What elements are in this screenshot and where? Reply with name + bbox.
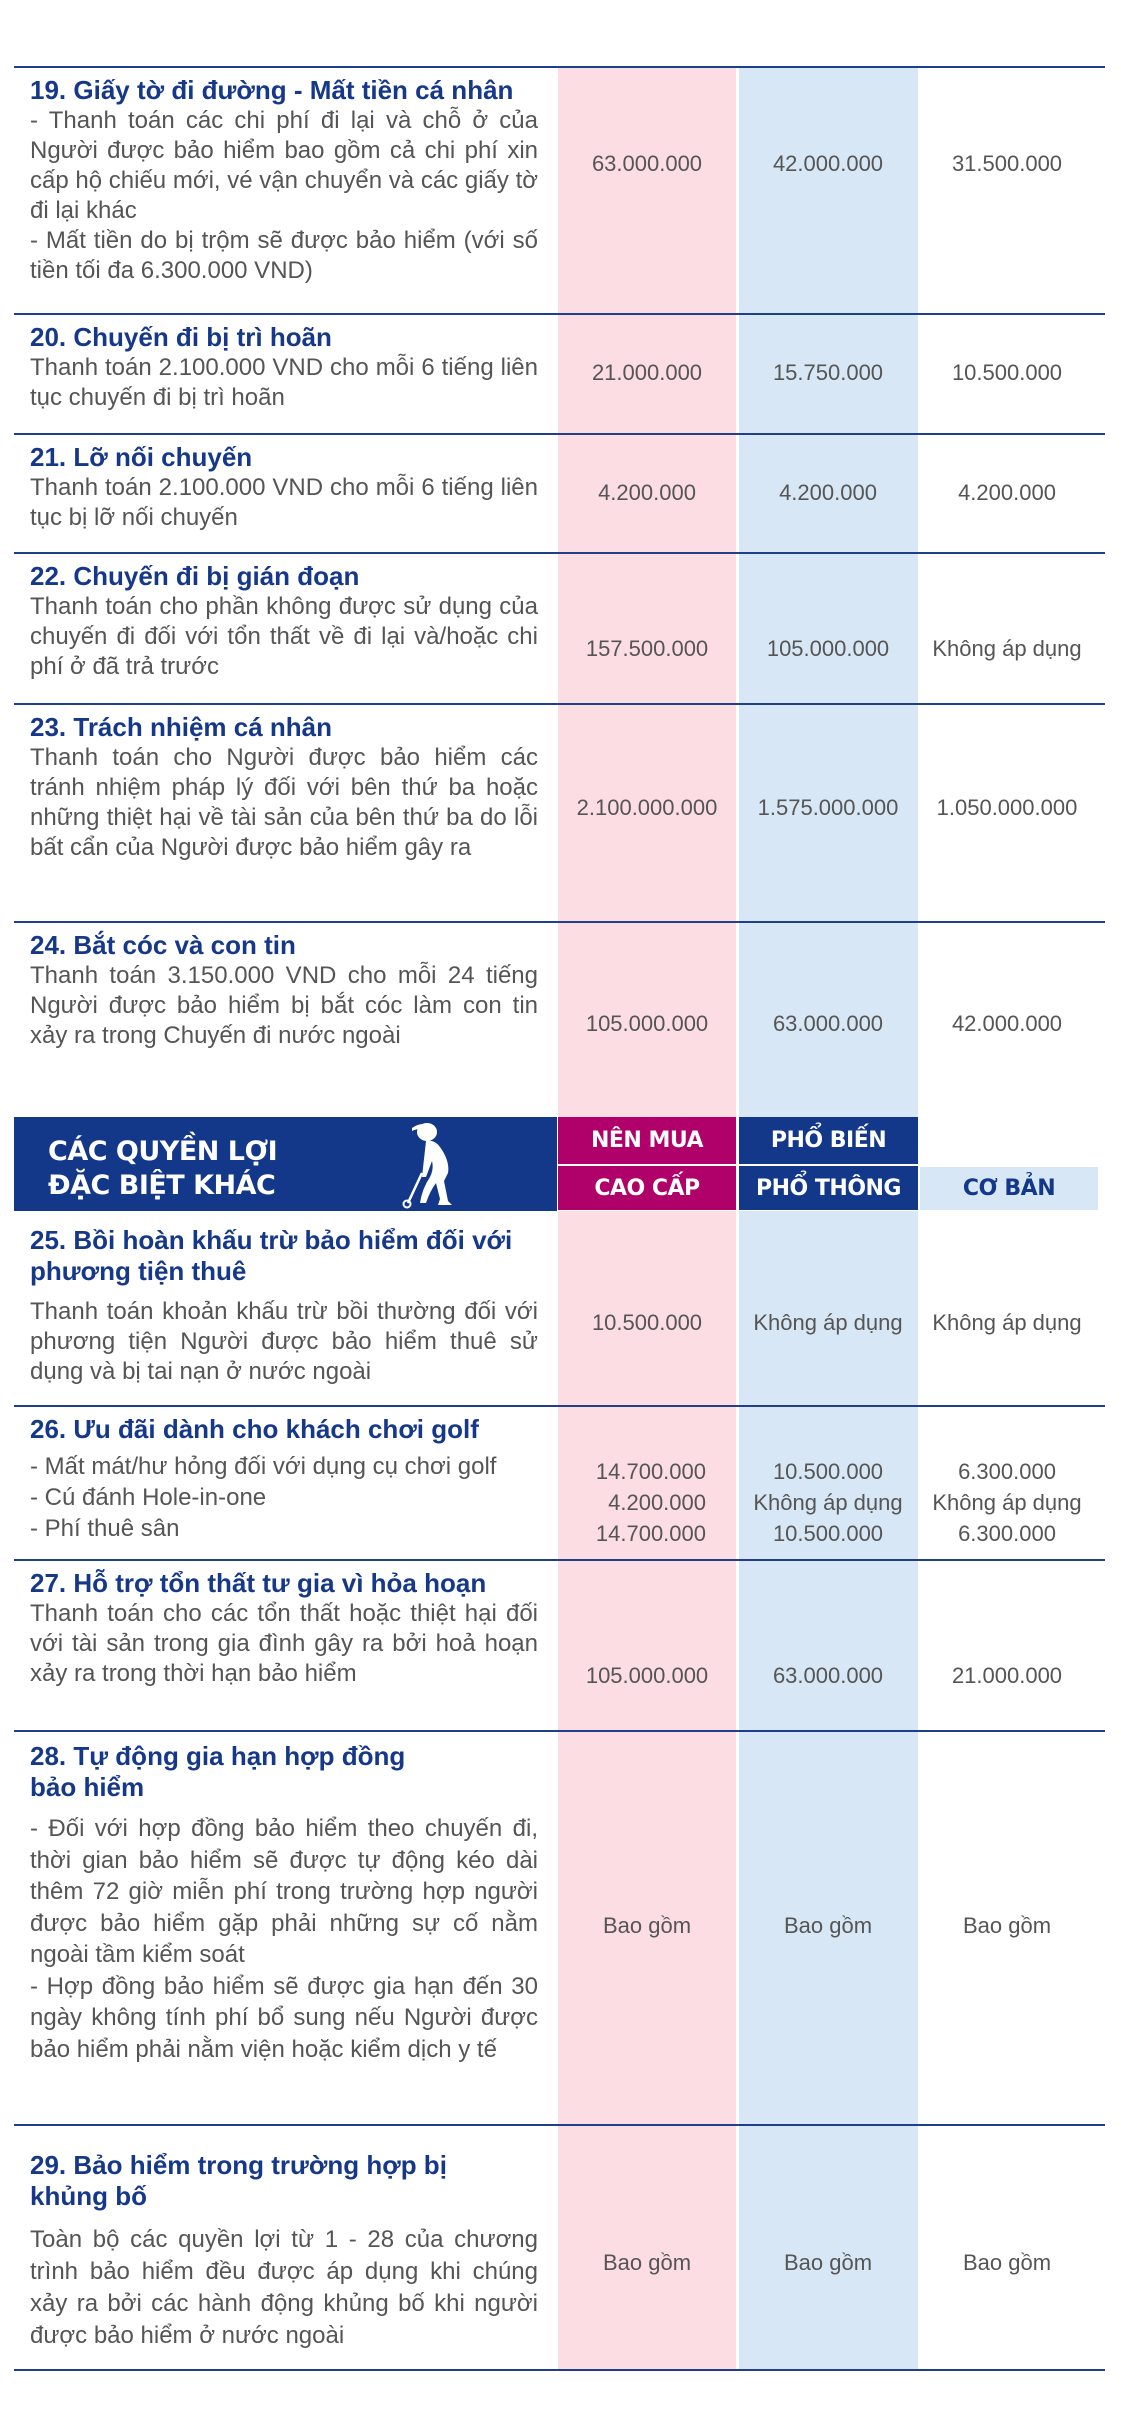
section-title-line2: ĐẶC BIỆT KHÁC	[48, 1170, 276, 1201]
golf-item-label: - Mất mát/hư hỏng đối với dụng cụ chơi golf	[30, 1453, 497, 1480]
value-co-ban: 4.200.000	[958, 480, 1056, 505]
tier-header-cao-cap: CAO CẤP	[558, 1166, 736, 1210]
value-co-ban: 21.000.000	[951, 1663, 1063, 1688]
value-pho-thong: 42.000.000	[772, 151, 884, 176]
value-co-ban: Không áp dụng	[932, 636, 1082, 661]
value-pho-thong: 63.000.000	[772, 1663, 884, 1688]
value-co-ban: 1.050.000.000	[936, 795, 1078, 820]
benefit-title: 29. Bảo hiểm trong trường hợp bị khủng bố	[30, 2150, 447, 2211]
benefit-row-23	[0, 704, 1121, 922]
value-pho-thong: 105.000.000	[766, 636, 890, 661]
tier-header-co-ban: CƠ BẢN	[920, 1167, 1098, 1210]
value-cao-cap: 10.500.000	[591, 1310, 703, 1335]
value-pho-thong: 63.000.000	[772, 1011, 884, 1036]
value-co-ban: Không áp dụng	[932, 1490, 1082, 1515]
value-co-ban: Bao gồm	[962, 2250, 1052, 2275]
value-cao-cap: 2.100.000.000	[576, 795, 718, 820]
benefit-description: Toàn bộ các quyền lợi từ 1 - 28 của chương trình bảo hiểm đều được áp dụng khi chúng xảy ra bởi các hành động khủng bố khi người được bảo hiểm ở nước ngoài	[30, 2226, 538, 2349]
benefit-description: Thanh toán khoản khấu trừ bồi thường đối với phương tiện Người được bảo hiểm thuê sử dụng và bị tai nạn ở nước ngoài	[30, 1298, 538, 1385]
value-pho-thong: 10.500.000	[772, 1521, 884, 1546]
benefit-title: 20. Chuyến đi bị trì hoãn	[30, 322, 332, 352]
value-pho-thong: Không áp dụng	[753, 1310, 903, 1335]
value-pho-thong: Không áp dụng	[753, 1490, 903, 1515]
value-pho-thong: Bao gồm	[783, 2250, 873, 2275]
benefit-description: Thanh toán 2.100.000 VND cho mỗi 6 tiếng liên tục bị lỡ nối chuyến	[30, 474, 538, 531]
value-co-ban: 10.500.000	[951, 360, 1063, 385]
value-cao-cap: Bao gồm	[602, 2250, 692, 2275]
benefit-title: 27. Hỗ trợ tổn thất tư gia vì hỏa hoạn	[30, 1568, 487, 1598]
benefit-row-19	[0, 67, 1121, 313]
benefit-row-25	[0, 1211, 1121, 1406]
golf-item-label: - Phí thuê sân	[30, 1515, 180, 1542]
tier-header-pho-thong: PHỔ THÔNG	[739, 1166, 918, 1210]
benefit-row-27	[0, 1560, 1121, 1731]
value-cao-cap: 4.200.000	[608, 1490, 706, 1515]
value-cao-cap: 14.700.000	[595, 1521, 706, 1546]
value-cao-cap: 21.000.000	[591, 360, 703, 385]
value-pho-thong: 1.575.000.000	[757, 795, 899, 820]
section-banner	[14, 1117, 557, 1211]
benefit-description: Thanh toán 3.150.000 VND cho mỗi 24 tiếng Người được bảo hiểm bị bắt cóc làm con tin xảy ra trong Chuyến đi nước ngoài	[30, 962, 538, 1049]
benefit-row-29	[0, 2125, 1121, 2370]
value-co-ban: 6.300.000	[958, 1521, 1056, 1546]
benefit-description: Thanh toán 2.100.000 VND cho mỗi 6 tiếng liên tục chuyến đi bị trì hoãn	[30, 354, 538, 411]
golf-item-label: - Cú đánh Hole-in-one	[30, 1484, 267, 1511]
benefit-description: - Thanh toán các chi phí đi lại và chỗ ở của Người được bảo hiểm bao gồm cả chi phí xin cấp hộ chiếu mới, vé vận chuyển và các giấy tờ đi lại khác	[30, 107, 538, 224]
value-co-ban: 6.300.000	[958, 1459, 1056, 1484]
benefit-title: 21. Lỡ nối chuyến	[30, 442, 253, 472]
tier-badge-pho-bien: PHỔ BIẾN	[739, 1117, 918, 1164]
value-pho-thong: Bao gồm	[783, 1913, 873, 1938]
tier-badge-nen-mua: NÊN MUA	[558, 1117, 736, 1164]
benefit-description: Thanh toán cho các tổn thất hoặc thiệt hại đối với tài sản trong gia đình gây ra bởi hoả hoạn xảy ra trong thời hạn bảo hiểm	[30, 1600, 538, 1687]
benefit-title: 28. Tự động gia hạn hợp đồng bảo hiểm	[30, 1741, 406, 1802]
value-co-ban: Bao gồm	[962, 1913, 1052, 1938]
value-cao-cap: 157.500.000	[585, 636, 709, 661]
benefit-title: 24. Bắt cóc và con tin	[30, 930, 296, 960]
value-co-ban: 31.500.000	[951, 151, 1063, 176]
benefit-row-21	[0, 434, 1121, 553]
value-co-ban: 42.000.000	[951, 1011, 1063, 1036]
benefit-title: 25. Bồi hoàn khấu trừ bảo hiểm đối với phương tiện thuê	[30, 1225, 513, 1286]
benefit-description: - Đối với hợp đồng bảo hiểm theo chuyến đi, thời gian bảo hiểm sẽ được tự động kéo dài thêm 72 giờ miễn phí trong trường hợp người được bảo hiểm gặp phải những sự cố nằm ngoài tầm kiểm soát	[30, 1815, 538, 1968]
benefit-description: Thanh toán cho Người được bảo hiểm các tránh nhiệm pháp lý đối với bên thứ ba hoặc những thiệt hại về tài sản của bên thứ ba do lỗi bất cẩn của Người được bảo hiểm gây ra	[30, 744, 538, 861]
benefit-title: 19. Giấy tờ đi đường - Mất tiền cá nhân	[30, 75, 514, 105]
value-cao-cap: Bao gồm	[602, 1913, 692, 1938]
value-cao-cap: 63.000.000	[591, 151, 703, 176]
value-cao-cap: 105.000.000	[585, 1663, 709, 1688]
benefit-row-28	[0, 1731, 1121, 2125]
benefit-description: - Hợp đồng bảo hiểm sẽ được gia hạn đến 30 ngày không tính phí bổ sung nếu Người được bảo hiểm phải nằm viện hoặc kiểm dịch y tế	[30, 1972, 538, 2063]
value-co-ban: Không áp dụng	[932, 1310, 1082, 1335]
value-pho-thong: 10.500.000	[772, 1459, 884, 1484]
benefit-title: 23. Trách nhiệm cá nhân	[30, 712, 332, 742]
value-pho-thong: 15.750.000	[772, 360, 884, 385]
benefit-row-20	[0, 314, 1121, 434]
golfer-icon	[400, 1121, 462, 1209]
value-cao-cap: 4.200.000	[598, 480, 696, 505]
value-cao-cap: 105.000.000	[585, 1011, 709, 1036]
benefit-description: Thanh toán cho phần không được sử dụng của chuyến đi đối với tổn thất về đi lại và/hoặc chi phí ở đã trả trước	[30, 593, 538, 680]
value-cao-cap: 14.700.000	[595, 1459, 706, 1484]
benefit-row-26	[0, 1406, 1121, 1560]
benefit-row-22	[0, 553, 1121, 704]
section-title-line1: CÁC QUYỀN LỢI	[48, 1136, 278, 1167]
benefit-title: 22. Chuyến đi bị gián đoạn	[30, 561, 360, 591]
benefit-description: - Mất tiền do bị trộm sẽ được bảo hiểm (với số tiền tối đa 6.300.000 VND)	[30, 227, 538, 284]
benefit-row-24	[0, 922, 1121, 1117]
benefit-title: 26. Ưu đãi dành cho khách chơi golf	[30, 1414, 479, 1444]
value-pho-thong: 4.200.000	[779, 480, 877, 505]
